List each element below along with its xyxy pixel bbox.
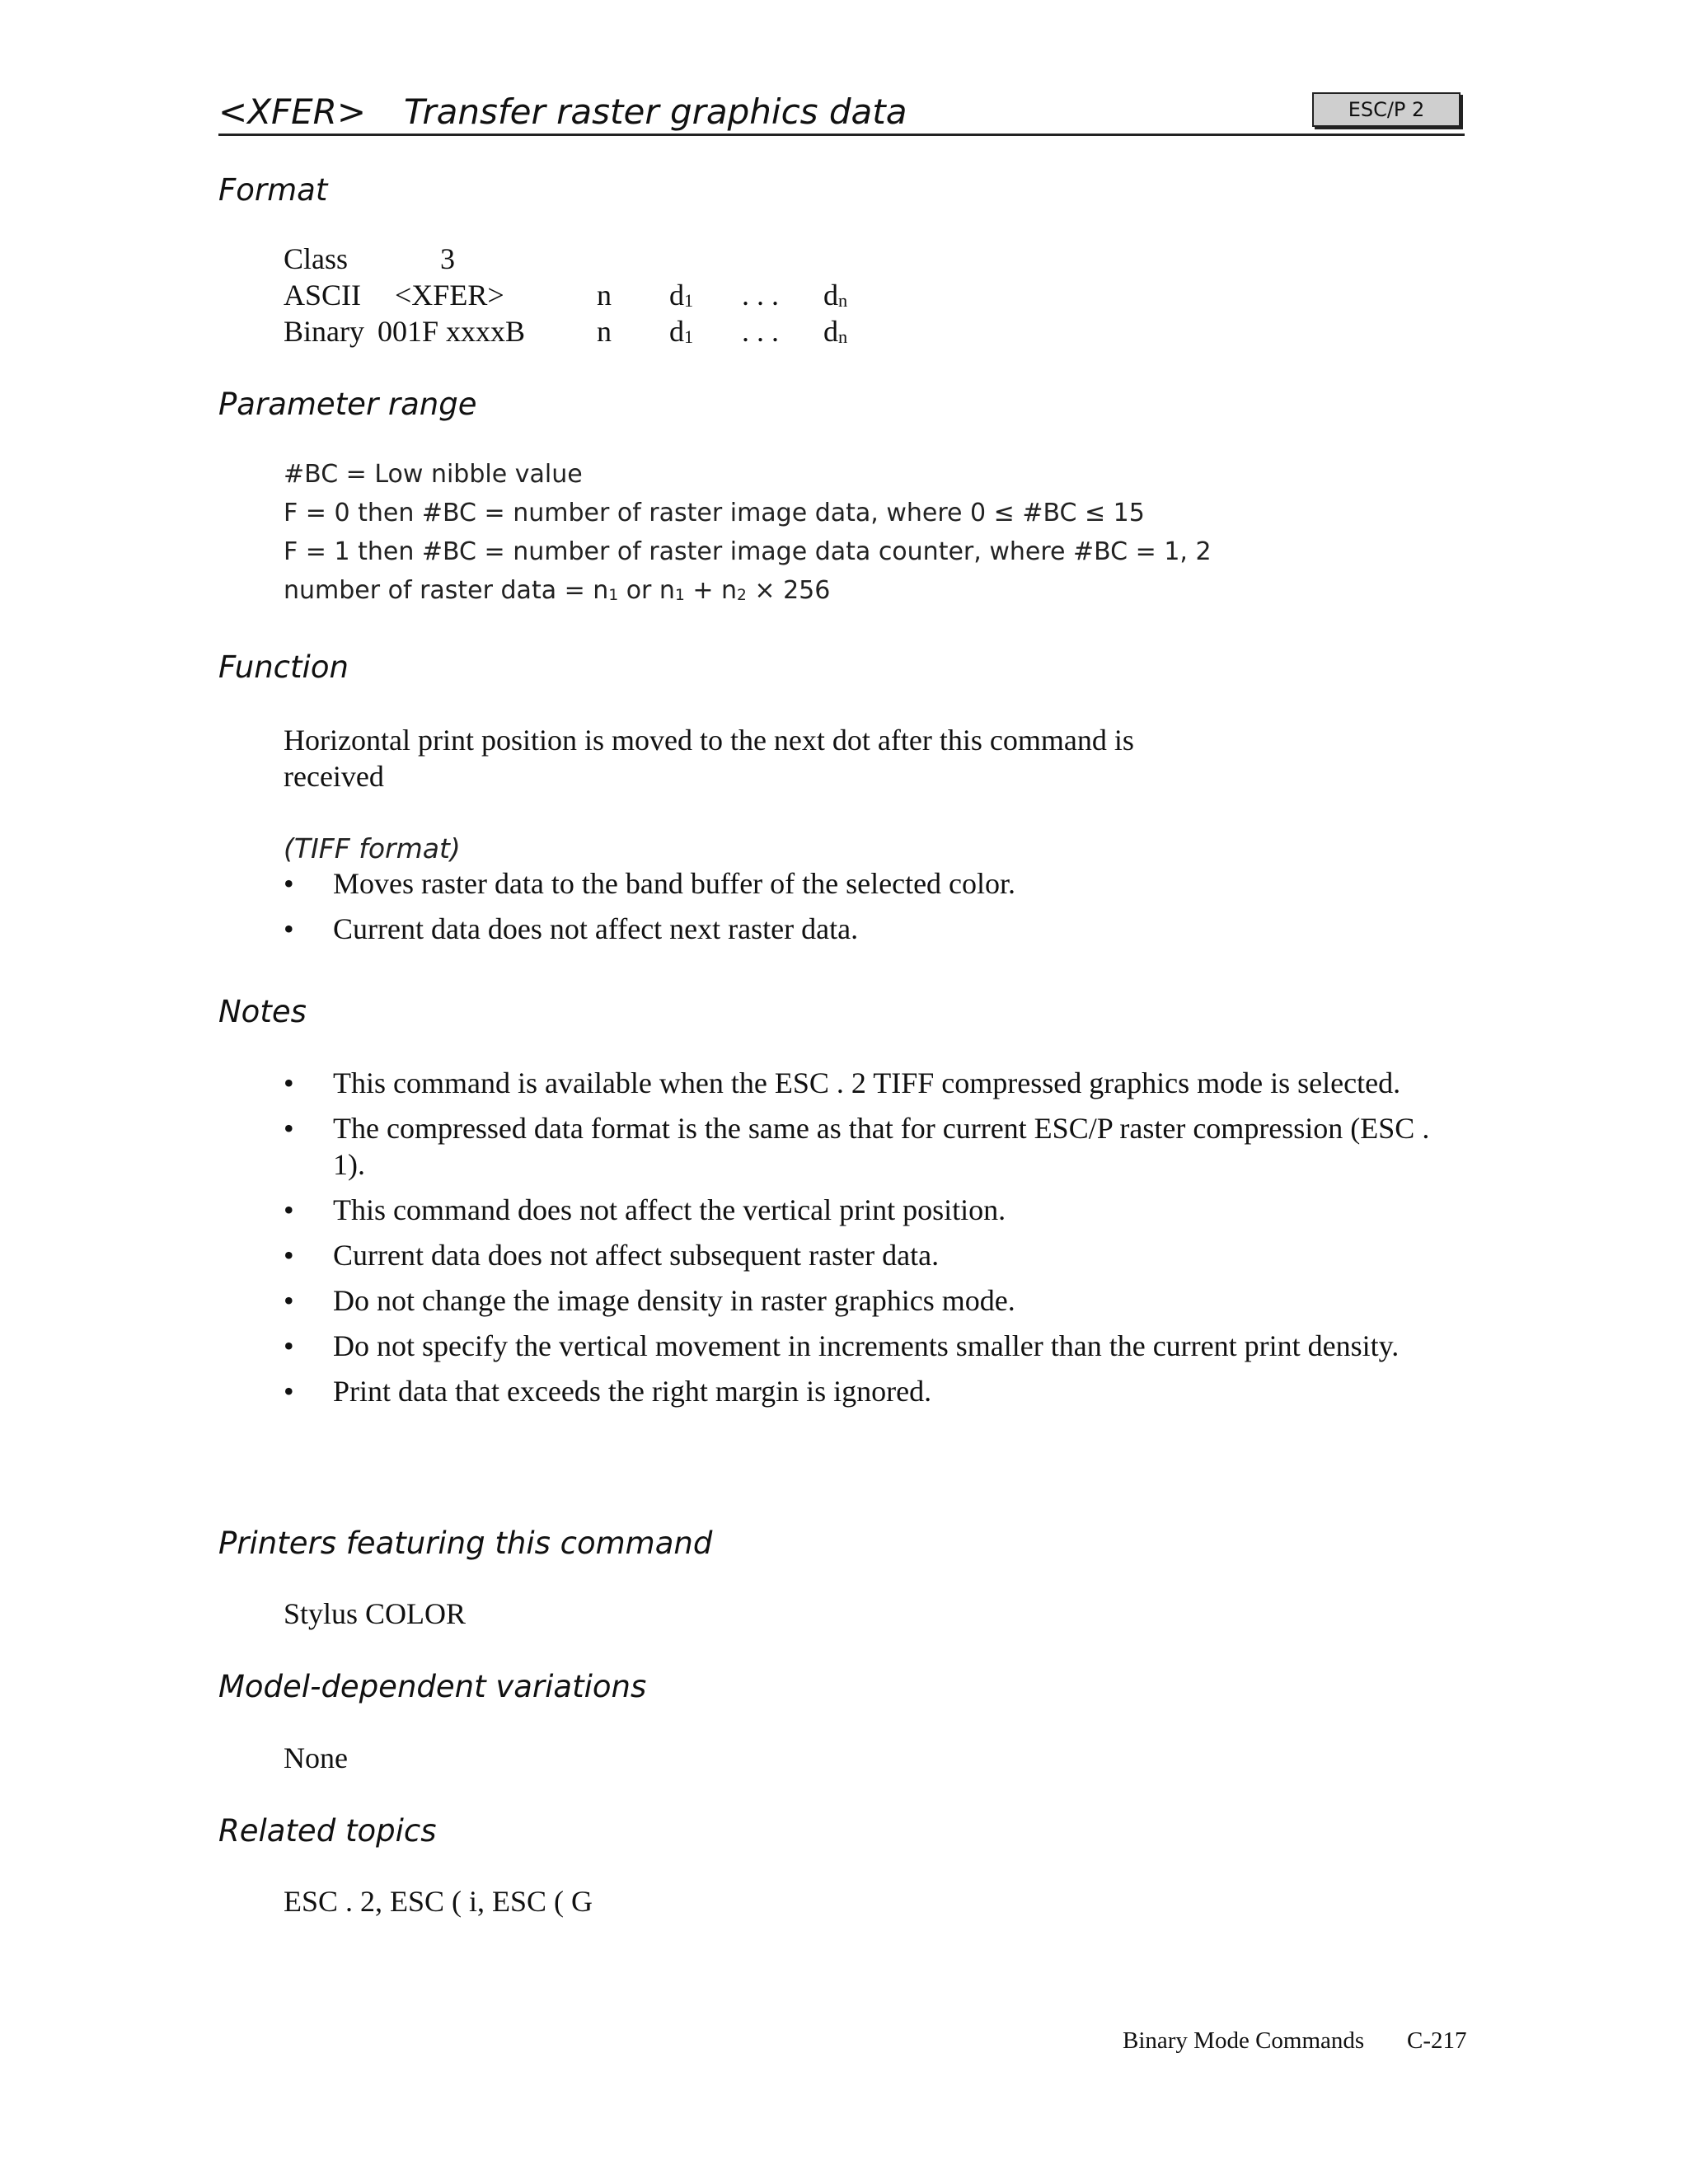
param-line-4: number of raster data = $n_1$ or $n_1 + n_2 \times 256$ [284,576,831,605]
printers-value: Stylus COLOR [284,1597,467,1630]
function-bullet-list [284,865,1454,956]
binary-code: 001F xxxxB [377,315,526,348]
format-binary-row [284,313,1108,349]
format-ascii-row [284,277,1108,313]
note-item: • The compressed data format is the same as that for current ESC/P raster compression (ESC . 1). [284,1112,1430,1181]
param-line-2: F = 0 then #BC = number of raster image data, where 0 ≤ #BC ≤ 15 [284,499,1145,527]
ascii-param-n: n [597,279,612,312]
note-item: • Current data does not affect subsequent raster data. [284,1239,940,1272]
note-item: • Print data that exceeds the right margin is ignored. [284,1375,932,1408]
model-variations-heading: Model-dependent variations [218,1669,647,1704]
param-line-3: F = 1 then #BC = number of raster image data counter, where #BC = 1, 2 [284,537,1212,566]
binary-ellipsis: . . . [742,315,779,348]
related-topics-value: ESC . 2, ESC ( i, ESC ( G [284,1885,593,1918]
function-bullet: • Current data does not affect next raster data. [284,912,859,945]
ascii-data-last: $d_n$ [823,279,848,312]
binary-data-first: $d_1$ [669,315,694,348]
ascii-data-first: $d_1$ [669,279,694,312]
ascii-code: <XFER> [395,279,504,312]
class-value: 3 [440,242,455,275]
model-variations-value: None [284,1741,348,1774]
tiff-format-label: (TIFF format) [284,832,461,865]
ascii-ellipsis: . . . [742,279,779,312]
page-number: C-217 [1407,2027,1467,2054]
binary-param-n: n [597,315,612,348]
note-item: • This command is available when the ESC . 2 TIFF compressed graphics mode is selected. [284,1066,1401,1099]
format-class-row [284,241,1108,277]
param-line-1: #BC = Low nibble value [284,460,583,489]
header-rule [218,134,1465,136]
footer-section: Binary Mode Commands [1123,2027,1365,2054]
function-heading: Function [218,649,349,685]
notes-heading: Notes [218,994,307,1029]
format-heading: Format [218,172,328,208]
note-item: • This command does not affect the vertical print position. [284,1193,1006,1226]
notes-list [284,1065,1454,1418]
printers-heading: Printers featuring this command [218,1526,713,1561]
ascii-label: ASCII [284,279,362,312]
function-bullet: • Moves raster data to the band buffer of the selected color. [284,867,1016,900]
command-name: <XFER> [218,91,367,132]
class-label: Class [284,242,349,275]
binary-data-last: $d_n$ [823,315,848,348]
note-item: • Do not specify the vertical movement in increments smaller than the current print density. [284,1329,1400,1362]
note-item: • Do not change the image density in raster graphics mode. [284,1284,1015,1317]
binary-label: Binary [284,315,364,348]
command-title: Transfer raster graphics data [404,91,907,132]
related-topics-heading: Related topics [218,1813,437,1849]
esc-p2-badge: ESC/P 2 [1312,92,1461,127]
parameter-range-heading: Parameter range [218,387,477,422]
function-text: Horizontal print position is moved to the next dot after this command is received [284,724,1134,793]
